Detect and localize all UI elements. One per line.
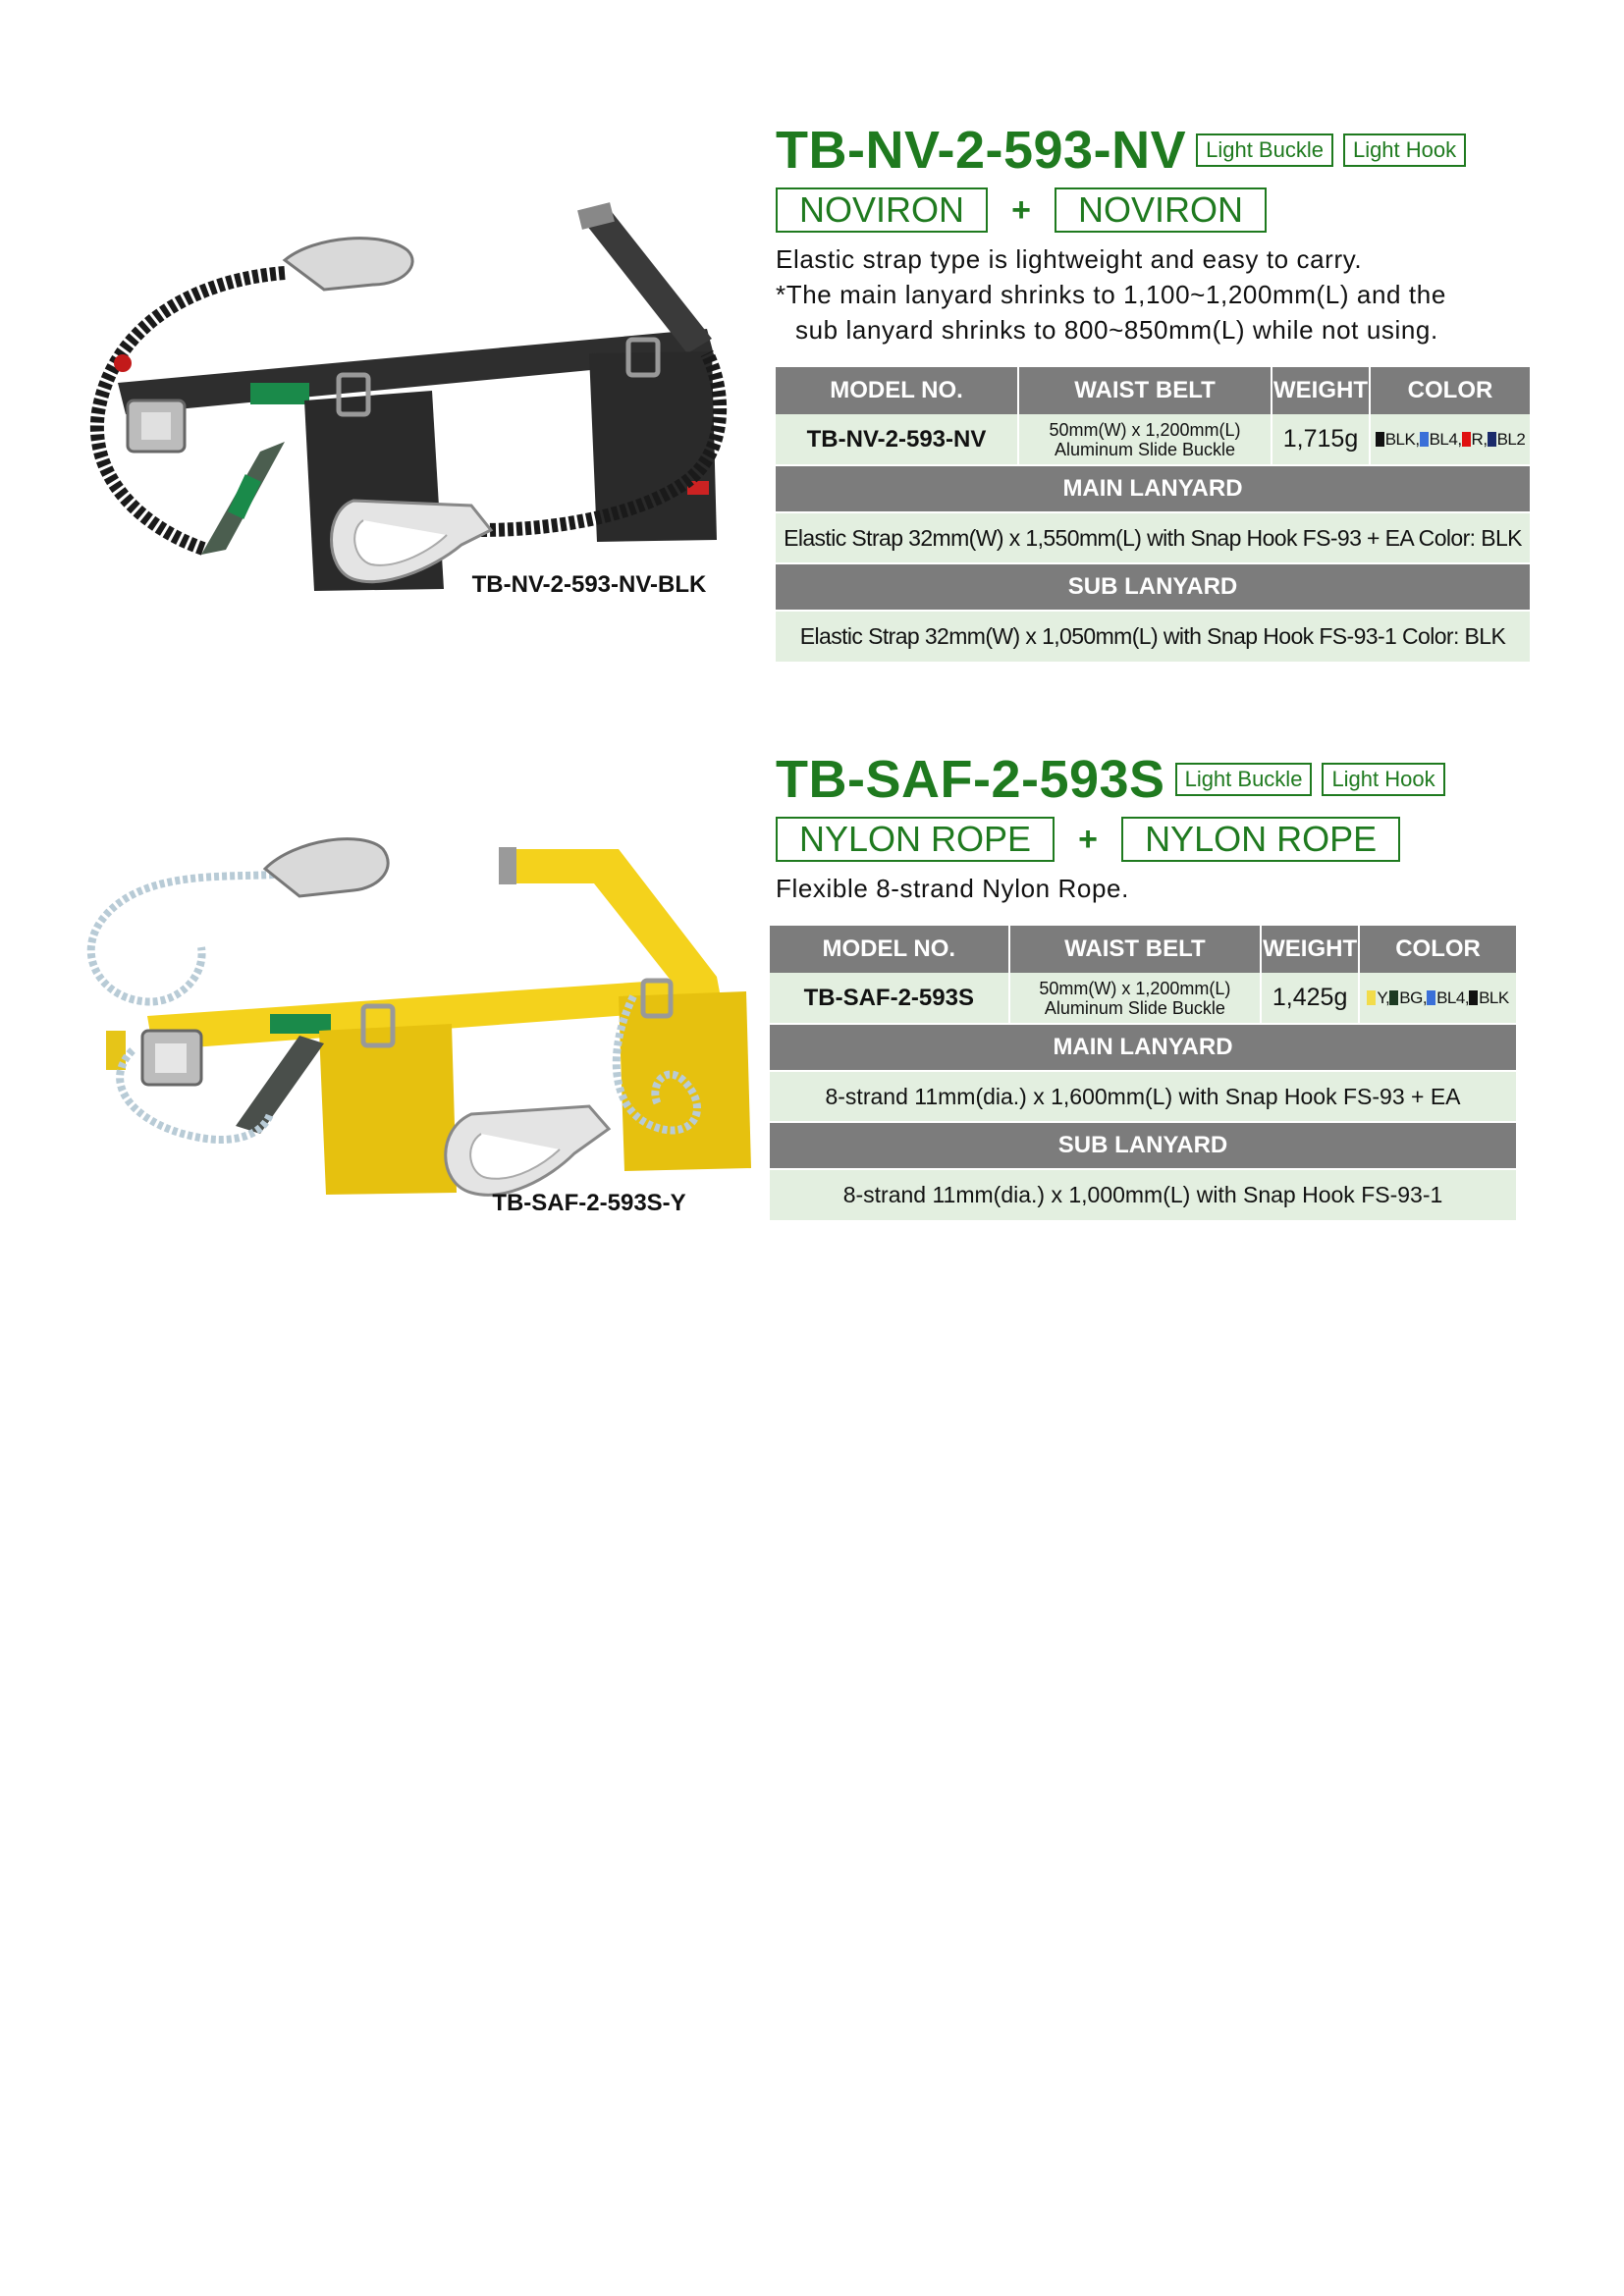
combo-main-material: NOVIRON — [776, 187, 988, 233]
weight-value: 1,715g — [1272, 414, 1370, 465]
spec-header-row — [776, 367, 1530, 414]
weight-value: 1,425g — [1261, 973, 1359, 1024]
sub-lanyard-spec: Elastic Strap 32mm(W) x 1,050mm(L) with Snap Hook FS-93-1 Color: BLK — [776, 611, 1530, 662]
color-swatch — [1376, 432, 1384, 447]
badge-light-hook: Light Hook — [1343, 133, 1466, 167]
sub-lanyard-row — [776, 611, 1530, 662]
model-no-value: TB-NV-2-593-NV — [776, 414, 1018, 465]
header-model-no: MODEL NO. — [770, 926, 1009, 973]
color-code: R — [1471, 429, 1484, 449]
main-lanyard-label: MAIN LANYARD — [776, 465, 1530, 512]
waist-belt-value — [1018, 414, 1272, 465]
main-lanyard-header-row — [770, 1024, 1516, 1071]
main-lanyard-label: MAIN LANYARD — [770, 1024, 1516, 1071]
color-code: BL4 — [1429, 429, 1458, 449]
model-title: TB-SAF-2-593S — [776, 750, 1165, 809]
lanyard-combo — [776, 816, 1522, 863]
color-options: BLK, BL4, R, BL2 — [1370, 414, 1530, 465]
model-no-value: TB-SAF-2-593S — [770, 973, 1009, 1024]
belt-buckle: Aluminum Slide Buckle — [1044, 997, 1225, 1018]
combo-main-material: NYLON ROPE — [776, 817, 1055, 862]
product-photo-yellow-belt — [59, 790, 766, 1252]
description-line: sub lanyard shrinks to 800~850mm(L) while not using. — [795, 315, 1438, 345]
badge-light-hook: Light Hook — [1322, 763, 1444, 796]
title-row — [776, 749, 1522, 810]
sub-lanyard-spec: 8-strand 11mm(dia.) x 1,000mm(L) with Snap Hook FS-93-1 — [770, 1169, 1516, 1220]
color-swatch — [1469, 990, 1478, 1005]
spec-data-row — [770, 973, 1516, 1024]
product-description — [776, 871, 1522, 906]
header-waist-belt: WAIST BELT — [1018, 367, 1272, 414]
combo-plus: + — [1011, 190, 1031, 229]
color-swatch — [1488, 432, 1496, 447]
color-code: Y — [1377, 988, 1386, 1007]
color-swatch — [1462, 432, 1471, 447]
product-section-noviron — [0, 108, 1624, 697]
product-section-nylon-rope — [0, 731, 1624, 1242]
color-swatch — [1427, 990, 1435, 1005]
color-options: Y, BG, BL4, BLK — [1359, 973, 1516, 1024]
product-info — [776, 749, 1522, 1220]
main-lanyard-header-row — [776, 465, 1530, 512]
header-weight: WEIGHT — [1261, 926, 1359, 973]
main-lanyard-row — [776, 512, 1530, 563]
color-swatch — [1389, 990, 1398, 1005]
lanyard-combo — [776, 187, 1530, 234]
header-color: COLOR — [1370, 367, 1530, 414]
color-swatch — [1420, 432, 1429, 447]
spec-header-row — [770, 926, 1516, 973]
model-title: TB-NV-2-593-NV — [776, 121, 1187, 180]
combo-plus: + — [1078, 820, 1098, 858]
spec-table — [770, 926, 1516, 1220]
main-lanyard-spec: 8-strand 11mm(dia.) x 1,600mm(L) with Snap Hook FS-93 + EA — [770, 1071, 1516, 1122]
description-line: *The main lanyard shrinks to 1,100~1,200mm(L) and the — [776, 280, 1446, 309]
color-code: BG — [1399, 988, 1423, 1007]
color-swatch — [1367, 990, 1376, 1005]
combo-sub-material: NOVIRON — [1055, 187, 1267, 233]
main-lanyard-row — [770, 1071, 1516, 1122]
photo-caption: TB-SAF-2-593S-Y — [492, 1190, 686, 1216]
color-code: BLK — [1479, 988, 1509, 1007]
spec-data-row — [776, 414, 1530, 465]
sub-lanyard-header-row — [776, 563, 1530, 611]
waist-belt-value — [1009, 973, 1262, 1024]
product-info — [776, 120, 1530, 662]
main-lanyard-spec: Elastic Strap 32mm(W) x 1,550mm(L) with Snap Hook FS-93 + EA Color: BLK — [776, 512, 1530, 563]
header-model-no: MODEL NO. — [776, 367, 1018, 414]
color-code: BL4 — [1436, 988, 1465, 1007]
sub-lanyard-header-row — [770, 1122, 1516, 1169]
combo-sub-material: NYLON ROPE — [1121, 817, 1400, 862]
header-weight: WEIGHT — [1272, 367, 1370, 414]
sub-lanyard-label: SUB LANYARD — [770, 1122, 1516, 1169]
photo-caption: TB-NV-2-593-NV-BLK — [471, 571, 707, 598]
header-color: COLOR — [1359, 926, 1516, 973]
belt-buckle: Aluminum Slide Buckle — [1054, 439, 1236, 459]
sub-lanyard-label: SUB LANYARD — [776, 563, 1530, 611]
title-row — [776, 120, 1530, 181]
sub-lanyard-row — [770, 1169, 1516, 1220]
header-waist-belt: WAIST BELT — [1009, 926, 1262, 973]
color-code: BLK — [1384, 429, 1416, 449]
belt-size: 50mm(W) x 1,200mm(L) — [1049, 419, 1241, 440]
color-code: BL2 — [1496, 429, 1526, 449]
description-line: Elastic strap type is lightweight and easy to carry. — [776, 244, 1363, 274]
spec-table — [776, 367, 1530, 662]
yellow-belt-illustration — [59, 790, 766, 1252]
product-description — [776, 241, 1530, 347]
belt-size: 50mm(W) x 1,200mm(L) — [1039, 978, 1231, 998]
badge-light-buckle: Light Buckle — [1196, 133, 1333, 167]
badge-light-buckle: Light Buckle — [1175, 763, 1313, 796]
description-line: Flexible 8-strand Nylon Rope. — [776, 874, 1129, 903]
